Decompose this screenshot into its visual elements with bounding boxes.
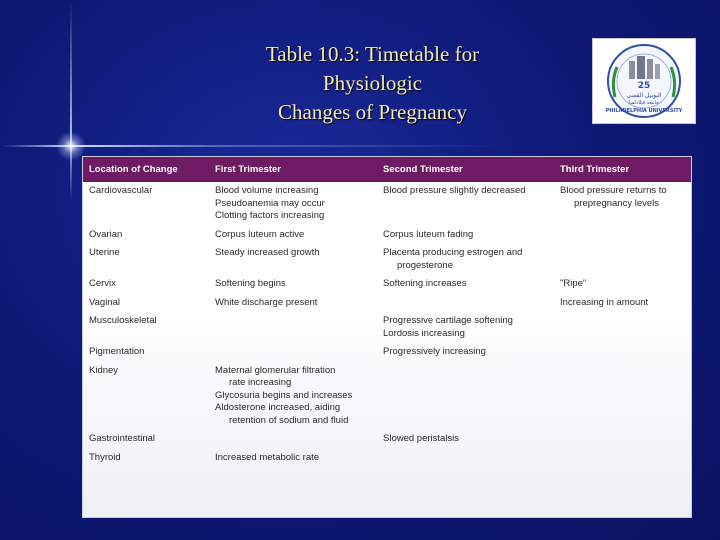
logo-number: 25 [637,81,651,91]
cell-second-trimester [377,275,554,294]
cell-line: Clotting factors increasing [215,210,325,221]
header-location: Location of Change [83,157,209,182]
table-row [83,312,692,343]
cell-first-trimester [209,244,377,275]
cell-third-trimester [554,312,692,343]
pregnancy-changes-table [82,156,692,518]
cell-line: prepregnancy levels [574,197,660,209]
cell-location: Thyroid [89,451,121,463]
cell-line: Softening increases [383,278,467,289]
table-row [83,226,692,245]
cell-second-trimester [377,449,554,468]
cell-line: rate increasing [229,377,292,388]
cell-location: Cervix [89,278,116,289]
logo-university-name: PHILADELPHIA UNIVERSITY [605,108,683,114]
cell-second-trimester [377,182,554,226]
cell-third-trimester [554,449,692,468]
cell-line: Maternal glomerular filtration [215,364,336,376]
cell-location: Ovarian [89,228,123,240]
logo-arabic-text: اليوبيل الفضي [626,92,662,99]
cell-location: Cardiovascular [89,185,153,196]
cell-third-trimester [554,343,692,362]
slide-title [200,40,545,127]
cell-third-trimester [554,244,692,275]
table-row [83,449,692,468]
cell-line: Steady increased growth [215,247,320,258]
cell-line: Lordosis increasing [383,327,465,339]
cell-line: Placenta producing estrogen and [383,247,523,258]
cell-first-trimester [209,294,377,313]
cell-third-trimester [554,275,692,294]
university-logo [592,38,696,124]
cell-line: Increasing in amount [560,296,649,308]
cell-first-trimester [209,312,377,343]
cell-second-trimester [377,294,554,313]
cell-second-trimester [377,226,554,245]
cell-location: Gastrointestinal [89,433,156,444]
header-third-trimester: Third Trimester [554,157,692,182]
cell-line: Progressive cartilage softening [383,315,513,326]
cell-third-trimester [554,362,692,431]
cell-line: Softening begins [215,278,286,289]
cell-line: Aldosterone increased, aiding [215,402,341,413]
cell-line: Pseudoanemia may occur [215,197,325,209]
cell-third-trimester [554,226,692,245]
logo-arabic-subtext: جامعة فيلادلفيا [628,100,660,106]
cell-location: Kidney [89,364,119,376]
cell-location: Vaginal [89,296,120,308]
cell-first-trimester [209,343,377,362]
cell-first-trimester [209,449,377,468]
cell-line: Progressively increasing [383,346,486,357]
cell-first-trimester [209,182,377,226]
cell-line: Corpus luteum active [215,228,305,240]
cell-line: Glycosuria begins and increases [215,389,353,401]
slide-title-line-1: Table 10.3: Timetable for [265,42,480,66]
table-row [83,294,692,313]
header-second-trimester: Second Trimester [377,157,554,182]
table-row [83,244,692,275]
cell-second-trimester [377,343,554,362]
cell-location: Uterine [89,247,120,258]
cell-line: Slowed peristalsis [383,433,460,444]
cell-location: Musculoskeletal [89,315,157,326]
cell-line: Increased metabolic rate [215,451,320,463]
cell-line: Blood volume increasing [215,185,319,196]
cell-first-trimester [209,430,377,449]
cell-third-trimester [554,430,692,449]
table-row [83,182,692,226]
cell-third-trimester [554,294,692,313]
decorative-vertical-line [70,0,72,200]
table-row [83,362,692,431]
slide-title-line-2: Physiologic [322,71,423,95]
cell-location: Pigmentation [89,346,145,357]
cell-second-trimester [377,362,554,431]
cell-line: Blood pressure slightly decreased [383,185,526,196]
cell-first-trimester [209,226,377,245]
timetable [83,157,692,467]
slide-title-line-3: Changes of Pregnancy [278,100,467,124]
table-header-row [83,157,692,182]
cell-third-trimester [554,182,692,226]
cell-line: progesterone [397,259,453,271]
cell-second-trimester [377,430,554,449]
cell-first-trimester [209,362,377,431]
table-row [83,275,692,294]
cell-second-trimester [377,244,554,275]
table-row [83,343,692,362]
cell-second-trimester [377,312,554,343]
table-body [83,182,692,467]
cell-line: "Ripe" [560,278,587,289]
cell-line: Blood pressure returns to [560,185,667,196]
table-row [83,430,692,449]
cell-line: retention of sodium and fluid [229,414,349,426]
cell-line: Corpus luteum fading [383,228,474,240]
header-first-trimester: First Trimester [209,157,377,182]
cell-first-trimester [209,275,377,294]
decorative-horizontal-line [0,145,720,147]
cell-line: White discharge present [215,296,318,308]
